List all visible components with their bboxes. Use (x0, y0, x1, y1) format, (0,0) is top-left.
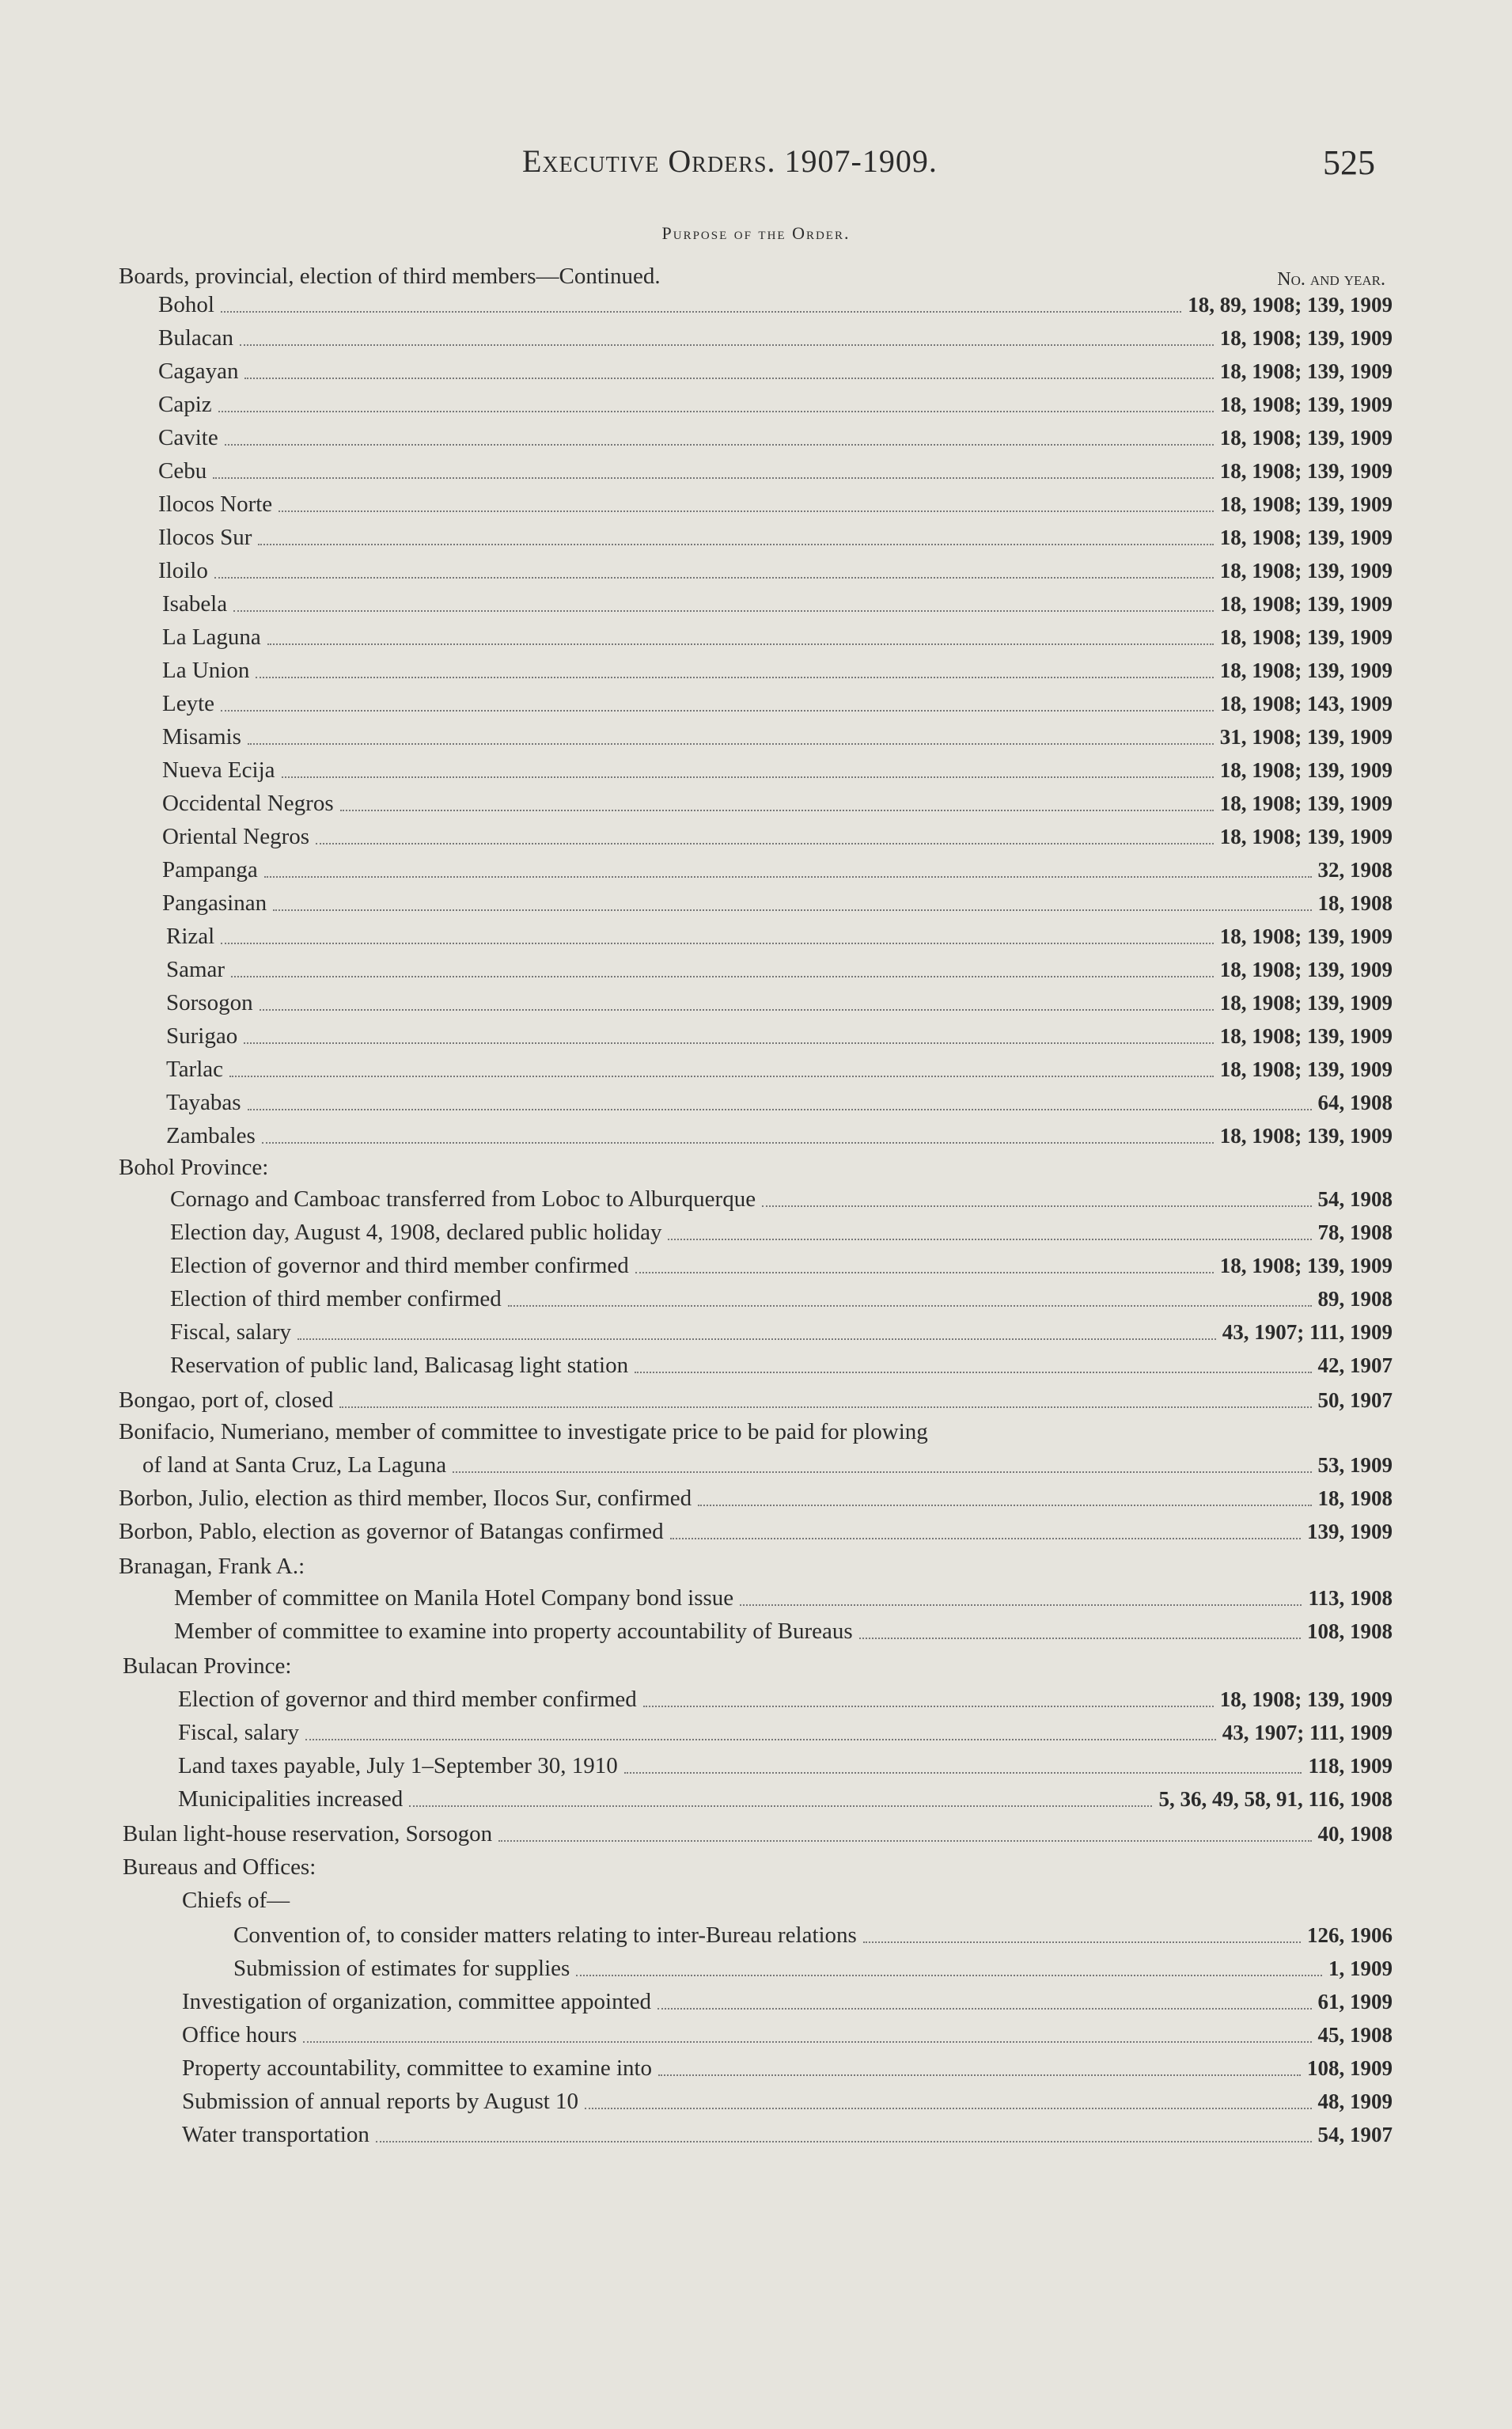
dot-leader (624, 1772, 1302, 1774)
index-entry (178, 1752, 1393, 1779)
dot-leader (409, 1805, 1152, 1807)
entry-reference: 45, 1908 (1317, 2023, 1393, 2047)
entry-label: Borbon, Pablo, election as governor of Batangas confirmed (119, 1519, 664, 1544)
index-entry (158, 557, 1393, 584)
dot-leader (498, 1840, 1311, 1842)
entry-label: Office hours (182, 2022, 297, 2048)
page-number: 525 (1323, 143, 1375, 182)
entry-reference: 18, 1908; 139, 1909 (1219, 1687, 1393, 1711)
dot-leader (221, 311, 1181, 313)
index-entry (170, 1319, 1393, 1345)
index-entry (166, 1023, 1393, 1049)
dot-leader (508, 1305, 1312, 1307)
entry-reference: 18, 1908; 139, 1909 (1219, 625, 1393, 649)
dot-leader (657, 2008, 1312, 2010)
index-entry (178, 1686, 1393, 1713)
index-entry (162, 657, 1393, 684)
index-entry (158, 324, 1393, 351)
dot-leader (668, 1239, 1311, 1240)
entry-label: Isabela (162, 591, 228, 617)
entry-reference: 18, 1908 (1317, 1486, 1393, 1510)
entry-label: Iloilo (158, 558, 208, 583)
entry-reference: 18, 1908; 139, 1909 (1219, 758, 1393, 782)
entry-reference: 18, 1908; 139, 1909 (1219, 359, 1393, 383)
entry-label: Bureaus and Offices: (123, 1854, 316, 1880)
entry-label: Submission of estimates for supplies (233, 1956, 570, 1981)
index-entry (182, 2088, 1393, 2115)
entry-reference: 5, 36, 49, 58, 91, 116, 1908 (1158, 1787, 1393, 1811)
dot-leader (658, 2074, 1301, 2076)
entry-label: Election of governor and third member confirmed (170, 1253, 629, 1278)
entry-reference: 18, 1908; 139, 1909 (1219, 825, 1393, 848)
entry-label: Misamis (162, 724, 241, 750)
dot-leader (670, 1538, 1301, 1539)
index-entry (119, 1518, 1393, 1545)
index-entry (182, 2121, 1393, 2148)
index-entry (162, 624, 1393, 651)
entry-label: Rizal (166, 924, 215, 949)
entry-reference: 139, 1909 (1307, 1520, 1393, 1543)
entry-reference: 48, 1909 (1317, 2089, 1393, 2113)
entry-label: Fiscal, salary (170, 1319, 292, 1345)
dot-leader (297, 1338, 1216, 1340)
entry-reference: 18, 1908; 139, 1909 (1219, 326, 1393, 350)
entry-reference: 18, 1908; 139, 1909 (1219, 1254, 1393, 1277)
index-entry (170, 1285, 1393, 1312)
dot-leader (221, 710, 1214, 712)
index-entry (123, 1854, 1393, 1881)
entry-reference: 108, 1909 (1307, 2056, 1393, 2080)
index-entry (162, 823, 1393, 850)
entry-label: Surigao (166, 1023, 238, 1049)
index-entry (233, 1922, 1393, 1949)
dot-leader (214, 577, 1214, 579)
dot-leader (273, 909, 1311, 911)
entry-reference: 113, 1908 (1308, 1586, 1393, 1610)
index-entry (178, 1786, 1393, 1812)
dot-leader (279, 510, 1214, 512)
index-entry (123, 1820, 1393, 1847)
index-entry (182, 1988, 1393, 2015)
entry-label: Cavite (158, 425, 218, 450)
index-entry (162, 790, 1393, 817)
dot-leader (225, 444, 1214, 446)
entry-reference: 54, 1907 (1317, 2123, 1393, 2146)
dot-leader (229, 1076, 1214, 1077)
index-entry (158, 291, 1393, 318)
index-entry (119, 1418, 1393, 1445)
entry-label: Bulacan Province: (123, 1653, 292, 1679)
entry-label: La Laguna (162, 624, 261, 650)
entry-label: Chiefs of— (182, 1888, 290, 1913)
entry-label: of land at Santa Cruz, La Laguna (142, 1452, 447, 1478)
entry-reference: 18, 1908; 139, 1909 (1219, 791, 1393, 815)
index-entry (170, 1252, 1393, 1279)
entry-reference: 18, 1908; 139, 1909 (1219, 526, 1393, 549)
entry-label: Convention of, to consider matters relating to inter-Bureau relations (233, 1922, 857, 1948)
entry-reference: 18, 1908; 139, 1909 (1219, 991, 1393, 1015)
entry-reference: 54, 1908 (1317, 1187, 1393, 1211)
entry-reference: 89, 1908 (1317, 1287, 1393, 1311)
entry-label: Cornago and Camboac transferred from Loboc to Alburquerque (170, 1186, 756, 1212)
entry-label: Property accountability, committee to examine into (182, 2055, 653, 2081)
dot-leader (244, 1042, 1214, 1044)
index-entry (119, 1154, 1393, 1181)
index-entry (233, 1955, 1393, 1982)
index-entry (119, 263, 1393, 290)
entry-reference: 61, 1909 (1317, 1990, 1393, 2013)
entry-label: Bongao, port of, closed (119, 1387, 334, 1413)
entry-reference: 1, 1909 (1328, 1956, 1393, 1980)
index-entry (174, 1618, 1393, 1645)
entry-reference: 18, 1908 (1317, 891, 1393, 915)
entry-label: Pangasinan (162, 890, 267, 916)
entry-label: Cagayan (158, 359, 239, 384)
dot-leader (316, 843, 1214, 844)
entry-reference: 18, 89, 1908; 139, 1909 (1188, 293, 1393, 317)
dot-leader (240, 344, 1214, 346)
dot-leader (340, 810, 1214, 811)
entry-label: Tarlac (166, 1057, 224, 1082)
index-entry (166, 956, 1393, 983)
entry-label: Occidental Negros (162, 791, 334, 816)
entry-reference: 18, 1908; 139, 1909 (1219, 426, 1393, 450)
entry-reference: 43, 1907; 111, 1909 (1222, 1721, 1393, 1744)
dot-leader (635, 1372, 1311, 1373)
dot-leader (248, 1109, 1312, 1110)
index-entry (166, 1089, 1393, 1116)
entry-reference: 126, 1906 (1307, 1923, 1393, 1947)
entry-label: Bonifacio, Numeriano, member of committee to investigate price to be paid for plowing (119, 1419, 928, 1444)
entry-reference: 18, 1908; 139, 1909 (1219, 393, 1393, 416)
entry-label: Bulacan (158, 325, 234, 351)
index-entry (166, 1056, 1393, 1083)
dot-leader (453, 1471, 1311, 1473)
dot-leader (264, 876, 1312, 878)
index-entry (119, 1485, 1393, 1512)
dot-leader (262, 1142, 1214, 1144)
entry-label: Cebu (158, 458, 207, 484)
dot-leader (218, 411, 1214, 412)
index-entry (158, 424, 1393, 451)
dot-leader (305, 1739, 1216, 1740)
dot-leader (244, 378, 1213, 379)
dot-leader (231, 976, 1214, 977)
entry-label: Municipalities increased (178, 1786, 404, 1812)
entry-reference: 18, 1908; 143, 1909 (1219, 692, 1393, 715)
entry-reference: 18, 1908; 139, 1909 (1219, 1024, 1393, 1048)
entry-label: Bohol Province: (119, 1155, 269, 1180)
index-entry (162, 590, 1393, 617)
dot-leader (267, 643, 1214, 645)
index-entry (170, 1352, 1393, 1379)
dot-leader (576, 1975, 1322, 1976)
entry-label: Capiz (158, 392, 212, 417)
entry-label: Election day, August 4, 1908, declared public holiday (170, 1220, 662, 1245)
index-entry (174, 1585, 1393, 1611)
entry-reference: 18, 1908; 139, 1909 (1219, 924, 1393, 948)
entry-reference: 40, 1908 (1317, 1822, 1393, 1846)
entry-label: Pampanga (162, 857, 258, 882)
index-entry (158, 358, 1393, 385)
entry-label: Fiscal, salary (178, 1720, 300, 1745)
column-heading: No. and year. (1277, 269, 1385, 290)
entry-label: La Union (162, 658, 250, 683)
entry-label: Bohol (158, 292, 214, 317)
index-entry (170, 1219, 1393, 1246)
index-entry (162, 856, 1393, 883)
index-entry (158, 491, 1393, 518)
entry-label: Borbon, Julio, election as third member, Ilocos Sur, confirmed (119, 1486, 692, 1511)
index-entry (162, 690, 1393, 717)
index-entry (178, 1719, 1393, 1746)
entry-reference: 64, 1908 (1317, 1091, 1393, 1114)
dot-leader (762, 1205, 1311, 1207)
index-entry (158, 391, 1393, 418)
entry-reference: 118, 1909 (1308, 1754, 1393, 1778)
index-entry (158, 524, 1393, 551)
index-entry (119, 1553, 1393, 1580)
dot-leader (339, 1406, 1311, 1408)
running-title: Executive Orders. 1907-1909. (522, 143, 938, 179)
entry-label: Submission of annual reports by August 10 (182, 2089, 579, 2114)
entry-label: Water transportation (182, 2122, 369, 2147)
entry-label: Branagan, Frank A.: (119, 1554, 305, 1579)
index-entry (166, 1122, 1393, 1149)
dot-leader (303, 2041, 1311, 2043)
entry-label: Election of governor and third member confirmed (178, 1687, 637, 1712)
index-entry (166, 923, 1393, 950)
entry-label: Tayabas (166, 1090, 241, 1115)
entry-label: Samar (166, 957, 225, 982)
index-entry (182, 2055, 1393, 2082)
entry-label: Ilocos Sur (158, 525, 252, 550)
dot-leader (282, 776, 1214, 778)
index-entry (162, 757, 1393, 784)
dot-leader (256, 677, 1213, 678)
entry-reference: 50, 1907 (1317, 1388, 1393, 1412)
entry-reference: 18, 1908; 139, 1909 (1219, 559, 1393, 583)
dot-leader (859, 1638, 1301, 1639)
entry-label: Member of committee on Manila Hotel Company bond issue (174, 1585, 734, 1611)
dot-leader (698, 1505, 1311, 1506)
dot-leader (258, 544, 1213, 545)
entry-label: Member of committee to examine into property accountability of Bureaus (174, 1619, 853, 1644)
entry-label: Election of third member confirmed (170, 1286, 502, 1311)
dot-leader (260, 1009, 1214, 1011)
entry-reference: 18, 1908; 139, 1909 (1219, 958, 1393, 981)
entry-reference: 53, 1909 (1317, 1453, 1393, 1477)
entry-label: Sorsogon (166, 990, 253, 1015)
dot-leader (376, 2141, 1312, 2142)
entry-reference: 31, 1908; 139, 1909 (1219, 725, 1393, 749)
index-entry (158, 457, 1393, 484)
dot-leader (248, 743, 1214, 745)
entry-label: Zambales (166, 1123, 256, 1148)
entry-reference: 18, 1908; 139, 1909 (1219, 459, 1393, 483)
entry-reference: 43, 1907; 111, 1909 (1222, 1320, 1393, 1344)
index-entry (142, 1452, 1393, 1478)
dot-leader (233, 610, 1214, 612)
index-entry (182, 1887, 1393, 1914)
entry-label: Boards, provincial, election of third members—Continued. (119, 264, 661, 289)
page-header (0, 142, 1512, 190)
index-entry (119, 1387, 1393, 1414)
dot-leader (740, 1604, 1302, 1606)
entry-label: Bulan light-house reservation, Sorsogon (123, 1821, 493, 1846)
dot-leader (643, 1706, 1214, 1707)
entry-label: Reservation of public land, Balicasag light station (170, 1353, 629, 1378)
index-entry (170, 1186, 1393, 1213)
entry-reference: 42, 1907 (1317, 1353, 1393, 1377)
section-heading: Purpose of the Order. (661, 223, 851, 243)
dot-leader (863, 1941, 1301, 1943)
index-entry (123, 1653, 1393, 1679)
dot-leader (213, 477, 1214, 479)
entry-reference: 78, 1908 (1317, 1220, 1393, 1244)
index-entry (182, 2021, 1393, 2048)
entry-reference: 18, 1908; 139, 1909 (1219, 1057, 1393, 1081)
index-entry (162, 890, 1393, 917)
entry-label: Oriental Negros (162, 824, 310, 849)
entry-label: Ilocos Norte (158, 491, 273, 517)
entry-reference: 18, 1908; 139, 1909 (1219, 592, 1393, 616)
dot-leader (635, 1272, 1214, 1273)
index-entry (162, 723, 1393, 750)
dot-leader (221, 943, 1214, 944)
entry-reference: 32, 1908 (1317, 858, 1393, 882)
entry-label: Leyte (162, 691, 215, 716)
entry-label: Nueva Ecija (162, 757, 275, 783)
dot-leader (585, 2108, 1311, 2109)
entry-label: Land taxes payable, July 1–September 30, 1910 (178, 1753, 618, 1778)
entry-label: Investigation of organization, committee appointed (182, 1989, 651, 2014)
entry-reference: 18, 1908; 139, 1909 (1219, 658, 1393, 682)
entry-reference: 18, 1908; 139, 1909 (1219, 1124, 1393, 1148)
entry-reference: 18, 1908; 139, 1909 (1219, 492, 1393, 516)
entry-reference: 108, 1908 (1307, 1619, 1393, 1643)
index-entry (166, 989, 1393, 1016)
